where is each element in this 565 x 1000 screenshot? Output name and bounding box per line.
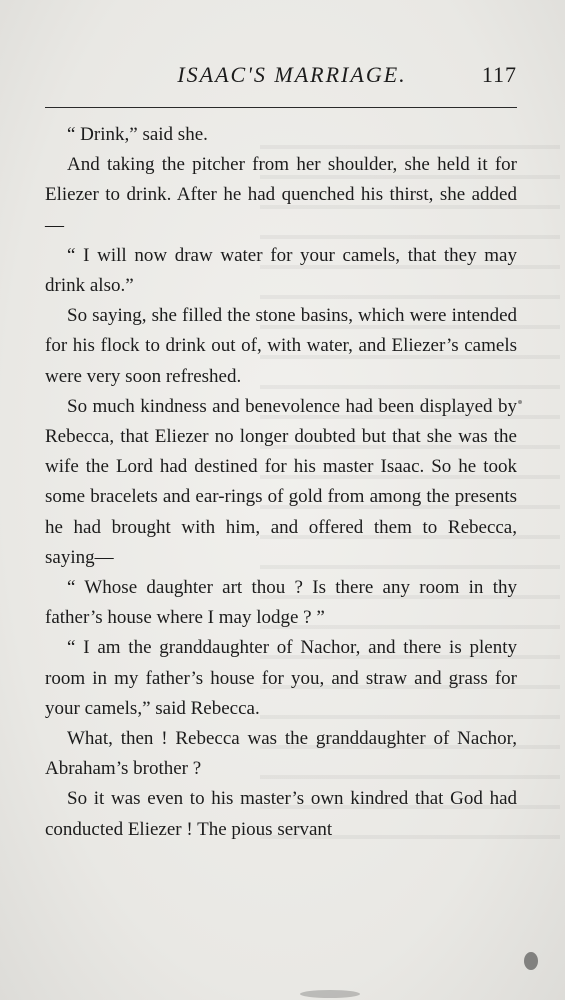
paragraph: “ I will now draw water for your camels, that they may drink also.” [45, 244, 517, 297]
body-text [45, 120, 517, 845]
paragraph: And taking the pitcher from her shoulder, she held it for Eliezer to drink. After he had quenched his thirst, she added— [45, 154, 517, 236]
page-number: 117 [481, 62, 517, 87]
ink-speck [518, 400, 522, 404]
paragraph: “ Whose daughter art thou ? Is there any room in thy father’s house where I may lodge ? ” [45, 577, 517, 629]
paragraph: So saying, she filled the stone basins, which were intended for his flock to drink out of, with water, and Eliezer’s camels were very soon refreshed. [45, 305, 517, 387]
paragraph: What, then ! Rebecca was the granddaughter of Nachor, Abraham’s brother ? [45, 728, 517, 780]
header-rule [45, 107, 517, 108]
paragraph: “ I am the granddaughter of Nachor, and there is plenty room in my father’s house for you, and straw and grass for your camels,” said Rebecca. [45, 637, 517, 719]
paragraph: So it was even to his master’s own kindred that God had conducted Eliezer ! The pious servant [45, 788, 517, 840]
ink-speck [300, 990, 360, 998]
paragraph: So much kindness and benevolence had been displayed by Rebecca, that Eliezer no longer doubted but that she was the wife the Lord had destined for his master Isaac. So he took some bracelets and ear-rings of gold from among the presents he had brought with him, and offered them to Rebecca, saying— [45, 395, 517, 568]
running-title: ISAAC'S MARRIAGE. [177, 62, 407, 87]
running-head [45, 62, 517, 104]
paragraph: “ Drink,” said she. [67, 124, 208, 145]
ink-speck [524, 952, 538, 970]
